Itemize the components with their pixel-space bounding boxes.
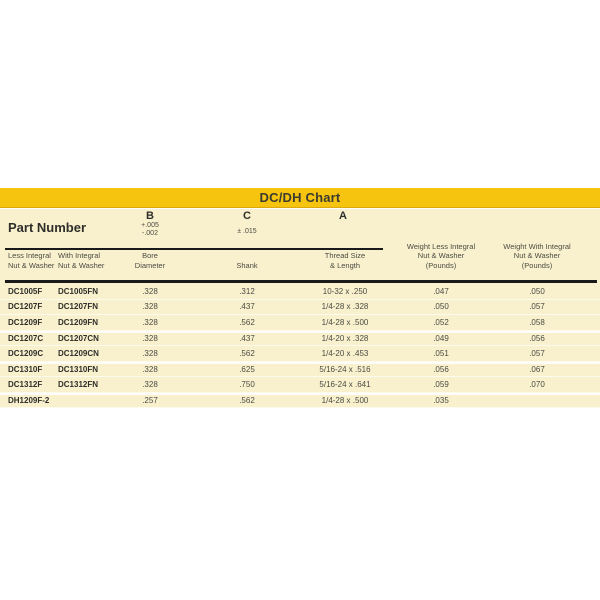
- cell-weight-less-integral: .052: [433, 317, 449, 327]
- col-header-less-integral: [8, 251, 54, 270]
- table-header: [0, 209, 600, 284]
- cell-weight-less-integral: .051: [433, 348, 449, 358]
- col-header-line: Nut & Washer: [58, 260, 105, 270]
- cell-part-number-less-integral: DC1207F: [8, 302, 43, 312]
- col-header-line: Thread Size: [324, 251, 366, 260]
- cell-part-number-with-integral: DC1207FN: [58, 302, 99, 312]
- dimension-header-a: [311, 211, 375, 222]
- cell-part-number-with-integral: DC1005FN: [58, 286, 99, 296]
- col-header-line: Weight With Integral: [503, 241, 571, 251]
- cell-part-number-less-integral: DC1310F: [8, 365, 43, 375]
- col-header-line: Shank: [236, 260, 258, 270]
- cell-shank: .750: [239, 379, 255, 389]
- dimension-letter-a: A: [339, 210, 347, 222]
- cell-weight-with-integral: .067: [529, 365, 545, 375]
- cell-weight-less-integral: .035: [433, 396, 449, 406]
- cell-weight-less-integral: .056: [433, 365, 449, 375]
- cell-thread-size-length: 5/16-24 x .641: [319, 379, 371, 389]
- table-row: [0, 300, 600, 316]
- cell-part-number-with-integral: [58, 395, 118, 408]
- cell-weight-with-integral: .056: [529, 334, 545, 344]
- cell-weight-less-integral: .049: [433, 334, 449, 344]
- cell-shank: .312: [239, 286, 255, 296]
- cell-weight-with-integral: .057: [529, 302, 545, 312]
- cell-part-number-less-integral: DC1209F: [8, 317, 43, 327]
- col-header-line: Weight Less Integral: [406, 241, 476, 251]
- cell-weight-with-integral: .070: [529, 379, 545, 389]
- header-rule-thick: [5, 280, 597, 283]
- cell-part-number-less-integral: DC1005F: [8, 286, 43, 296]
- col-header-line: With Integral: [58, 251, 101, 260]
- cell-shank: .562: [239, 348, 255, 358]
- col-header-thread-size: [295, 251, 395, 270]
- dimension-letter-b: B: [146, 210, 154, 222]
- cell-thread-size-length: 1/4-28 x .500: [321, 396, 369, 406]
- cell-shank: .625: [239, 365, 255, 375]
- cell-bore-diameter: .328: [142, 317, 158, 327]
- cell-thread-size-length: 10-32 x .250: [322, 286, 368, 296]
- table-row: [0, 346, 600, 362]
- cell-thread-size-length: 5/16-24 x .516: [319, 365, 371, 375]
- cell-weight-with-integral: .058: [529, 317, 545, 327]
- col-header-bore-diameter: [118, 251, 182, 270]
- col-header-line: Bore: [142, 251, 158, 260]
- cell-thread-size-length: 1/4-28 x .328: [321, 302, 369, 312]
- col-header-weight-less-integral: [386, 242, 496, 271]
- table-row: [0, 315, 600, 331]
- cell-part-number-with-integral: DC1310FN: [58, 365, 99, 375]
- col-header-weight-with-integral: [482, 242, 592, 271]
- cell-part-number-less-integral: DH1209F-2: [8, 396, 50, 406]
- cell-weight-with-integral: [482, 395, 592, 408]
- col-header-line: Diameter: [134, 260, 166, 270]
- col-header-line: Nut & Washer: [8, 260, 55, 270]
- cell-shank: .562: [239, 396, 255, 406]
- cell-thread-size-length: 1/4-20 x .453: [321, 348, 369, 358]
- cell-bore-diameter: .257: [142, 396, 158, 406]
- dimension-letter-c: C: [243, 210, 251, 222]
- col-header-line: (Pounds): [425, 260, 457, 270]
- cell-shank: .437: [239, 334, 255, 344]
- col-header-line: Less Integral: [8, 251, 51, 260]
- table-row: [0, 331, 600, 347]
- cell-weight-less-integral: .050: [433, 302, 449, 312]
- dimension-header-c: [215, 211, 279, 236]
- table-row: [0, 377, 600, 393]
- cell-bore-diameter: .328: [142, 302, 158, 312]
- col-header-with-integral: [58, 251, 104, 270]
- spec-table: [0, 209, 600, 408]
- col-header-line: (Pounds): [521, 260, 553, 270]
- cell-part-number-less-integral: DC1207C: [8, 334, 44, 344]
- table-row: [0, 284, 600, 300]
- cell-part-number-with-integral: DC1207CN: [58, 334, 99, 344]
- cell-part-number-with-integral: DC1209FN: [58, 317, 99, 327]
- col-header-shank: [215, 261, 279, 271]
- chart-title-bar: [0, 188, 600, 208]
- page-title: DC/DH Chart: [259, 190, 341, 205]
- dimension-tolerance-b-minus: -.002: [142, 230, 158, 237]
- cell-thread-size-length: 1/4-20 x .328: [321, 334, 369, 344]
- cell-weight-with-integral: .050: [529, 286, 545, 296]
- dimension-header-b: [118, 211, 182, 238]
- header-rule-thin: [5, 248, 383, 250]
- cell-part-number-with-integral: DC1312FN: [58, 379, 99, 389]
- dimension-tolerance-b-plus: +.005: [141, 222, 159, 229]
- dimension-tolerance-c: ± .015: [237, 228, 257, 235]
- col-header-line: Nut & Washer: [513, 251, 561, 260]
- cell-bore-diameter: .328: [142, 365, 158, 375]
- cell-part-number-less-integral: DC1209C: [8, 348, 44, 358]
- cell-bore-diameter: .328: [142, 348, 158, 358]
- col-header-line: Nut & Washer: [417, 251, 465, 260]
- cell-weight-with-integral: .057: [529, 348, 545, 358]
- cell-shank: .437: [239, 302, 255, 312]
- cell-part-number-less-integral: DC1312F: [8, 379, 43, 389]
- part-number-label: Part Number: [8, 220, 87, 235]
- cell-bore-diameter: .328: [142, 334, 158, 344]
- cell-part-number-with-integral: DC1209CN: [58, 348, 99, 358]
- table-row: [0, 362, 600, 378]
- cell-bore-diameter: .328: [142, 286, 158, 296]
- table-body: [0, 284, 600, 408]
- cell-weight-less-integral: .047: [433, 286, 449, 296]
- col-header-line: & Length: [329, 260, 361, 270]
- table-row: [0, 393, 600, 409]
- cell-weight-less-integral: .059: [433, 379, 449, 389]
- cell-shank: .562: [239, 317, 255, 327]
- cell-thread-size-length: 1/4-28 x .500: [321, 317, 369, 327]
- cell-bore-diameter: .328: [142, 379, 158, 389]
